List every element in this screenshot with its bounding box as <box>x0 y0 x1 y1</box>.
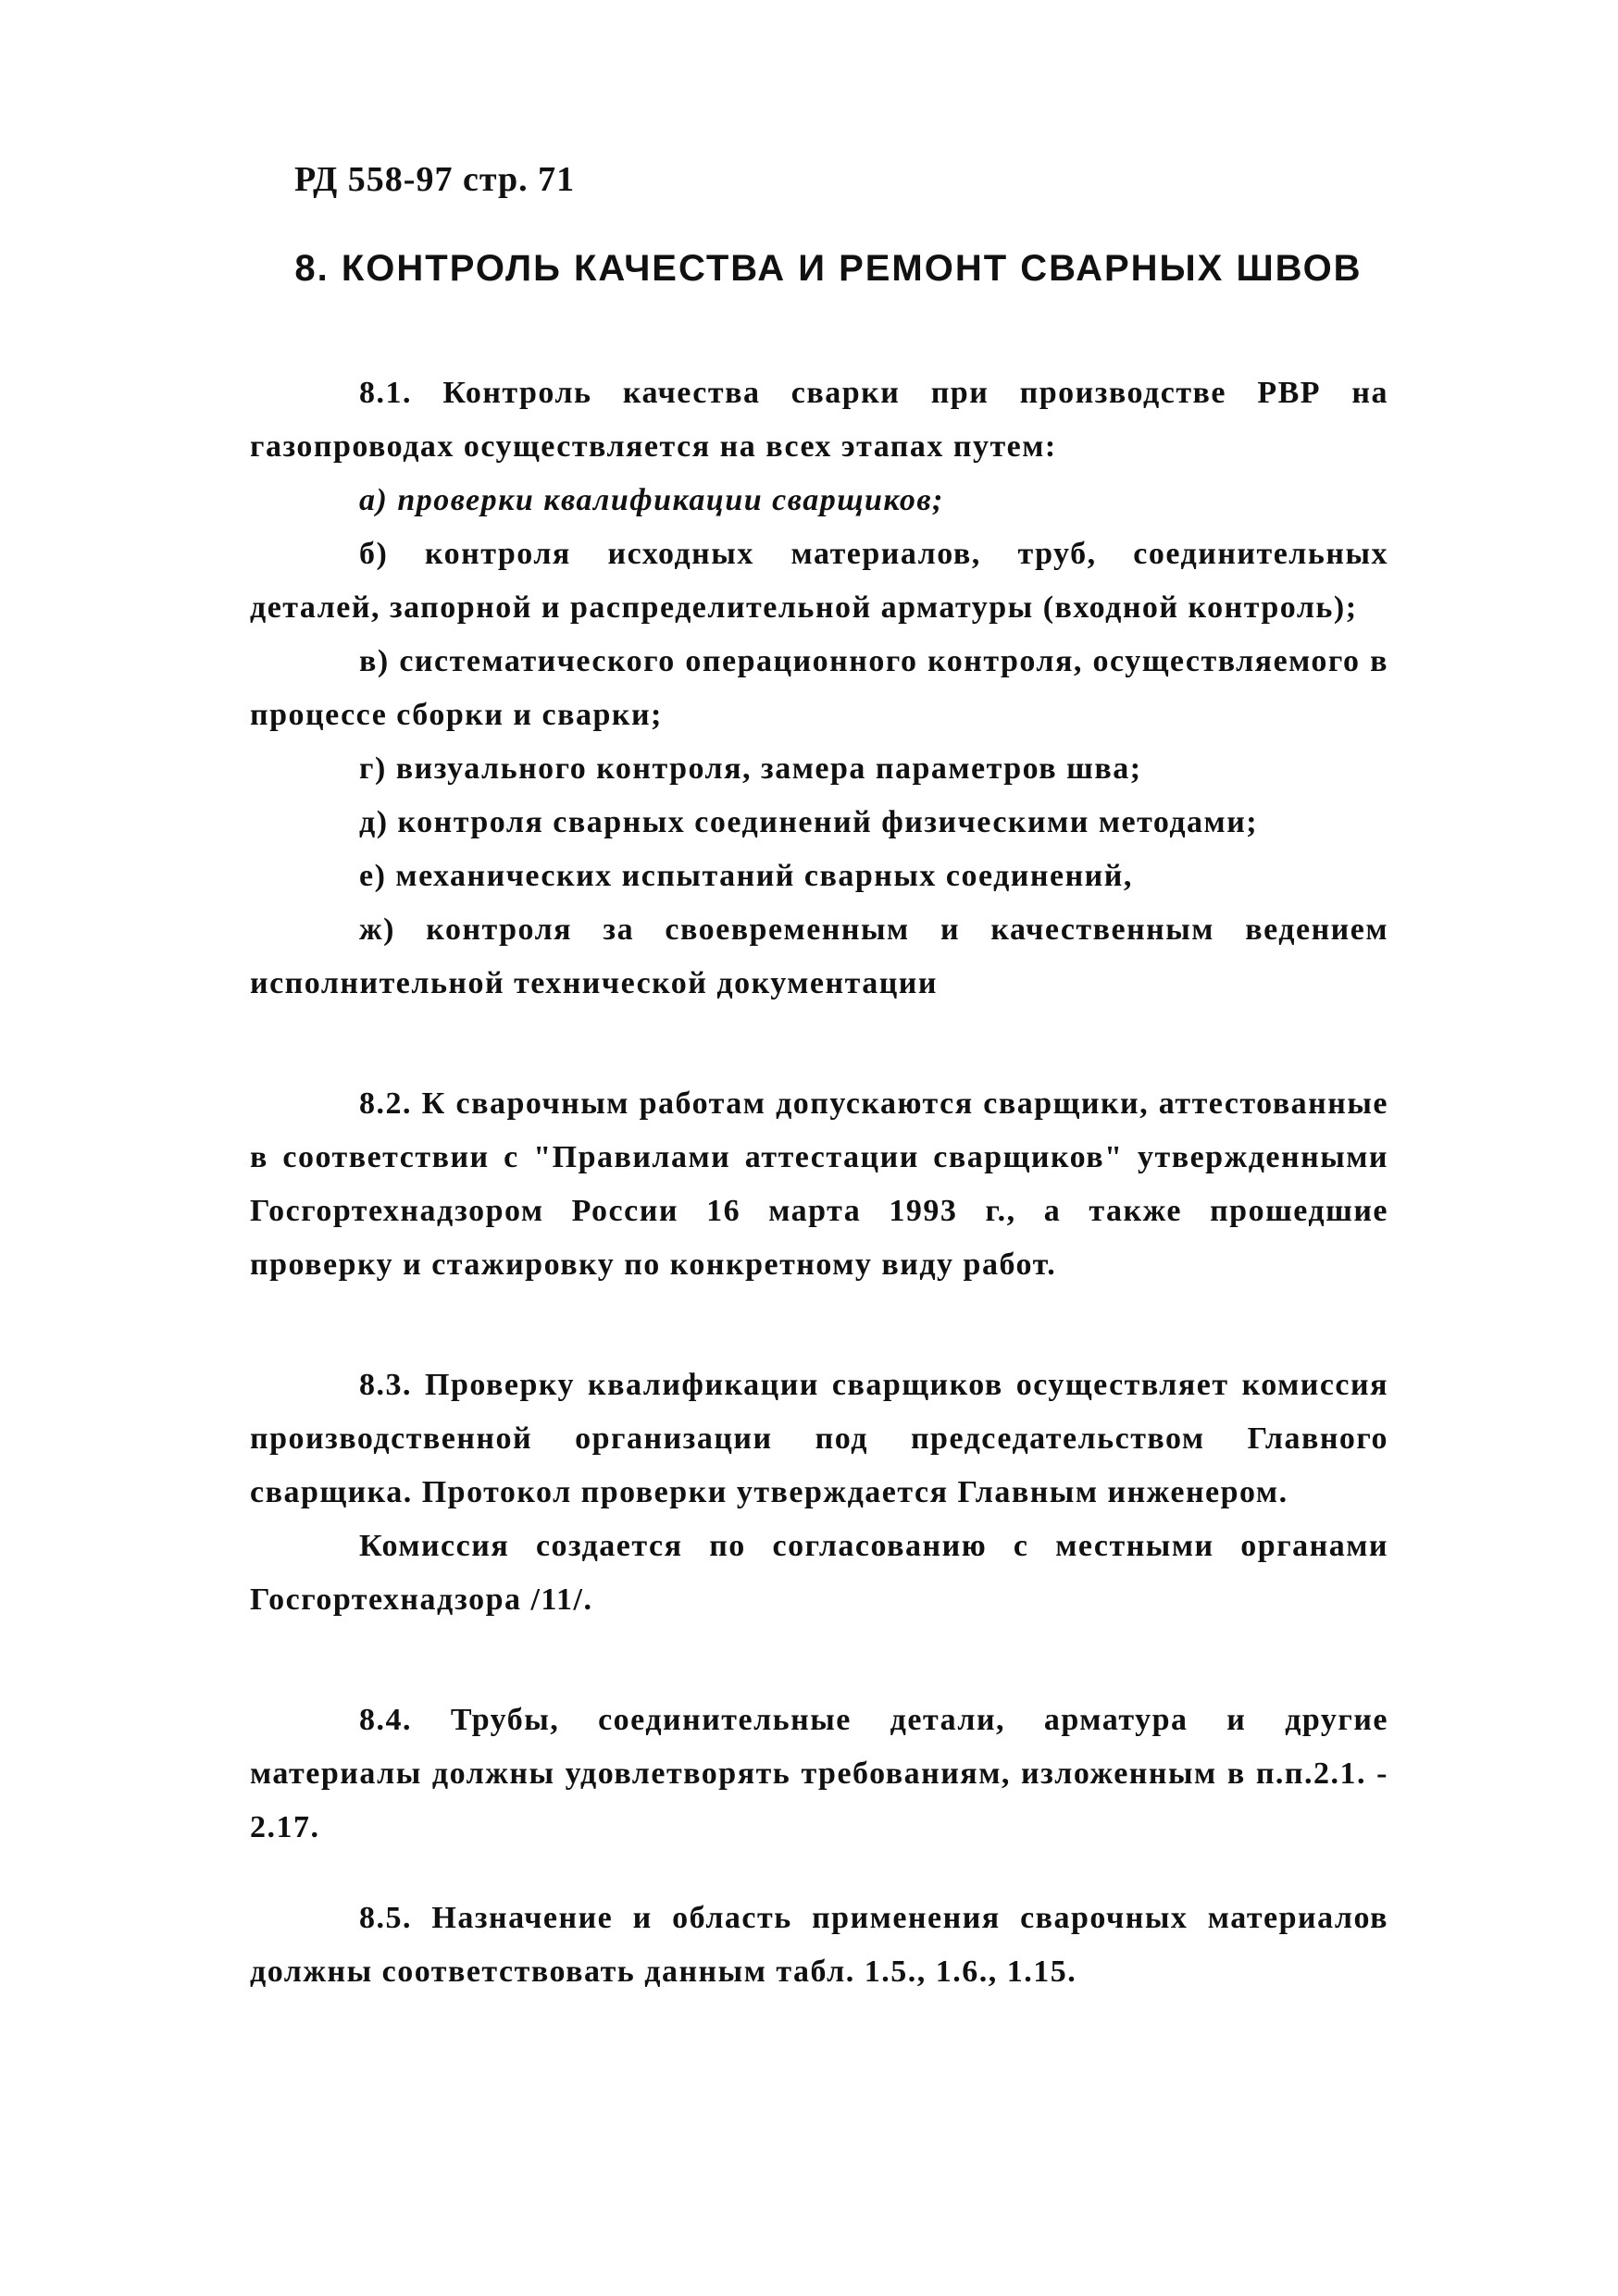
list-item-g: г) визуального контроля, замера параметров шва; <box>359 751 1142 786</box>
spacer <box>250 1627 1388 1694</box>
list-item-e: е) механических испытаний сварных соединений, <box>359 859 1133 893</box>
spacer <box>250 1855 1388 1892</box>
spacer <box>250 1011 1388 1077</box>
paragraph-8-1: 8.1. Контроль качества сварки при производстве РВР на газопроводах осуществляется на всех этапах путем: <box>250 376 1388 464</box>
paragraph-8-3-commission: Комиссия создается по согласованию с местными органами Госгортехнадзора /11/. <box>250 1529 1388 1617</box>
list-item-d: д) контроля сварных соединений физическими методами; <box>359 805 1259 839</box>
page-header: РД 558-97 стр. 71 <box>294 160 576 199</box>
spacer <box>250 1292 1388 1359</box>
list-item-zh: ж) контроля за своевременным и качественным ведением исполнительной технической документации <box>250 912 1388 1000</box>
list-item-b: б) контроля исходных материалов, труб, соединительных деталей, запорной и распределительной арматуры (входной контроль); <box>250 537 1388 625</box>
paragraph-8-4: 8.4. Трубы, соединительные детали, арматура и другие материалы должны удовлетворять требованиям, изложенным в п.п.2.1. - 2.17. <box>250 1703 1388 1844</box>
document-body <box>250 366 1388 1999</box>
list-item-a: а) проверки квалификации сварщиков; <box>359 483 944 517</box>
paragraph-8-3: 8.3. Проверку квалификации сварщиков осуществляет комиссия производственной организации под председательством Главного сварщика. Протокол проверки утверждается Главным инженером. <box>250 1368 1388 1509</box>
list-item-v: в) систематического операционного контроля, осуществляемого в процессе сборки и сварки; <box>250 644 1388 732</box>
paragraph-8-5: 8.5. Назначение и область применения сварочных материалов должны соответствовать данным табл. 1.5., 1.6., 1.15. <box>250 1901 1388 1989</box>
paragraph-8-2: 8.2. К сварочным работам допускаются сварщики, аттестованные в соответствии с "Правилами аттестации сварщиков" утвержденными Госгортехнадзором России 16 марта 1993 г., а также прошедшие проверку и стажировку по конкретному виду работ. <box>250 1086 1388 1282</box>
section-title: 8. КОНТРОЛЬ КАЧЕСТВА И РЕМОНТ СВАРНЫХ ШВОВ <box>294 248 1363 289</box>
